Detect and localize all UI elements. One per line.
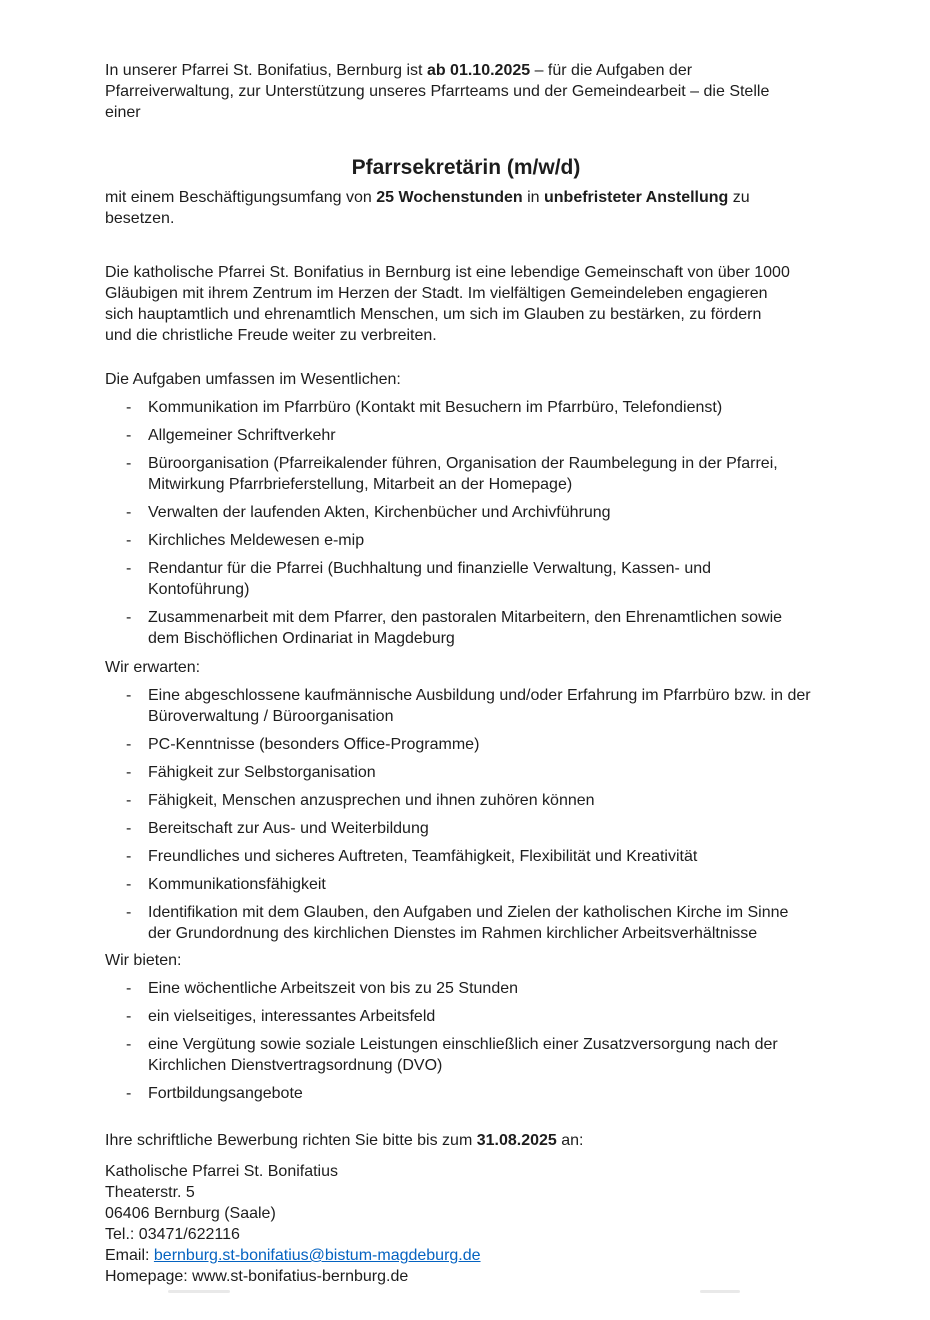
expectations-list	[105, 685, 827, 944]
intro-line-3: einer	[105, 104, 141, 121]
cropped-text-artifact	[700, 1290, 740, 1293]
contact-city: 06406 Bernburg (Saale)	[105, 1205, 276, 1222]
expectation-item: - Fähigkeit zur Selbstorganisation	[105, 762, 827, 783]
offer-item: - Fortbildungsangebote	[105, 1083, 827, 1104]
expectation-item: - Identifikation mit dem Glauben, den Aufgaben und Zielen der katholischen Kirche im Sinne der Grundordnung des kirchlichen Dienstes im Rahmen kirchlicher Arbeitsverhältnisse	[105, 902, 827, 944]
intro-paragraph	[105, 60, 827, 123]
bold-weekly-hours: 25 Wochenstunden	[376, 189, 523, 206]
document-body	[105, 60, 827, 1287]
expectation-item: - Fähigkeit, Menschen anzusprechen und ihnen zuhören können	[105, 790, 827, 811]
engagement-paragraph	[105, 187, 827, 229]
expectation-item: - PC-Kenntnisse (besonders Office-Programme)	[105, 734, 827, 755]
tasks-heading: Die Aufgaben umfassen im Wesentlichen:	[105, 371, 401, 388]
intro-line-1: In unserer Pfarrei St. Bonifatius, Bernburg ist ab 01.10.2025 – für die Aufgaben der	[105, 62, 693, 79]
offers-list	[105, 978, 827, 1104]
about-paragraph: Die katholische Pfarrei St. Bonifatius in Bernburg ist eine lebendige Gemeinschaft von über 1000 Gläubigen mit ihrem Zentrum im Herzen der Stadt. Im vielfältigen Gemeindeleben engagieren sich hauptamtlich und ehrenamtlich Menschen, um sich im Glauben zu bestärken, zu fördern und die christliche Freude weiter zu verbreiten.	[105, 264, 790, 344]
task-item: - Büroorganisation (Pfarreikalender führen, Organisation der Raumbelegung in der Pfarrei, Mitwirkung Pfarrbrieferstellung, Mitarbeit an der Homepage)	[105, 453, 827, 495]
expectation-item: - Eine abgeschlossene kaufmännische Ausbildung und/oder Erfahrung im Pfarrbüro bzw. in der Büroverwaltung / Büroorganisation	[105, 685, 827, 727]
offer-item: - ein vielseitiges, interessantes Arbeitsfeld	[105, 1006, 827, 1027]
engagement-line-1: mit einem Beschäftigungsumfang von 25 Wochenstunden in unbefristeter Anstellung zu	[105, 189, 750, 206]
bold-start-date: ab 01.10.2025	[426, 62, 531, 79]
expectation-item: - Kommunikationsfähigkeit	[105, 874, 827, 895]
application-deadline-paragraph: Ihre schriftliche Bewerbung richten Sie bitte bis zum 31.08.2025 an:	[105, 1132, 584, 1149]
expectation-item: - Freundliches und sicheres Auftreten, Teamfähigkeit, Flexibilität und Kreativität	[105, 846, 827, 867]
contact-homepage: Homepage: www.st-bonifatius-bernburg.de	[105, 1268, 409, 1285]
intro-line-2: Pfarreiverwaltung, zur Unterstützung unseres Pfarrteams und der Gemeindearbeit – die Stelle	[105, 83, 770, 100]
engagement-line-2: besetzen.	[105, 210, 175, 227]
contact-block	[105, 1161, 827, 1287]
bold-contract-type: unbefristeter Anstellung	[544, 189, 729, 206]
task-item: - Rendantur für die Pfarrei (Buchhaltung und finanzielle Verwaltung, Kassen- und Kontoführung)	[105, 558, 827, 600]
offer-item: - Eine wöchentliche Arbeitszeit von bis zu 25 Stunden	[105, 978, 827, 999]
task-item: - Verwalten der laufenden Akten, Kirchenbücher und Archivführung	[105, 502, 827, 523]
bold-deadline-date: 31.08.2025	[476, 1132, 557, 1149]
task-item: - Allgemeiner Schriftverkehr	[105, 425, 827, 446]
job-title: Pfarrsekretärin (m/w/d)	[351, 156, 581, 179]
contact-street: Theaterstr. 5	[105, 1184, 195, 1201]
expectations-heading: Wir erwarten:	[105, 659, 201, 676]
email-link[interactable]: bernburg.st-bonifatius@bistum-magdeburg.de	[153, 1247, 481, 1264]
contact-name: Katholische Pfarrei St. Bonifatius	[105, 1163, 339, 1180]
task-item: - Zusammenarbeit mit dem Pfarrer, den pastoralen Mitarbeitern, den Ehrenamtlichen sowie dem Bischöflichen Ordinariat in Magdeburg	[105, 607, 827, 649]
contact-phone: Tel.: 03471/622116	[105, 1226, 240, 1243]
offers-heading: Wir bieten:	[105, 952, 182, 969]
cropped-text-artifact	[168, 1290, 230, 1293]
offer-item: - eine Vergütung sowie soziale Leistungen einschließlich einer Zusatzversorgung nach der Kirchlichen Dienstvertragsordnung (DVO)	[105, 1034, 827, 1076]
tasks-list	[105, 397, 827, 649]
email-label: Email:	[105, 1247, 154, 1264]
contact-email-line	[105, 1245, 827, 1266]
task-item: - Kirchliches Meldewesen e-mip	[105, 530, 827, 551]
expectation-item: - Bereitschaft zur Aus- und Weiterbildung	[105, 818, 827, 839]
task-item: - Kommunikation im Pfarrbüro (Kontakt mit Besuchern im Pfarrbüro, Telefondienst)	[105, 397, 827, 418]
